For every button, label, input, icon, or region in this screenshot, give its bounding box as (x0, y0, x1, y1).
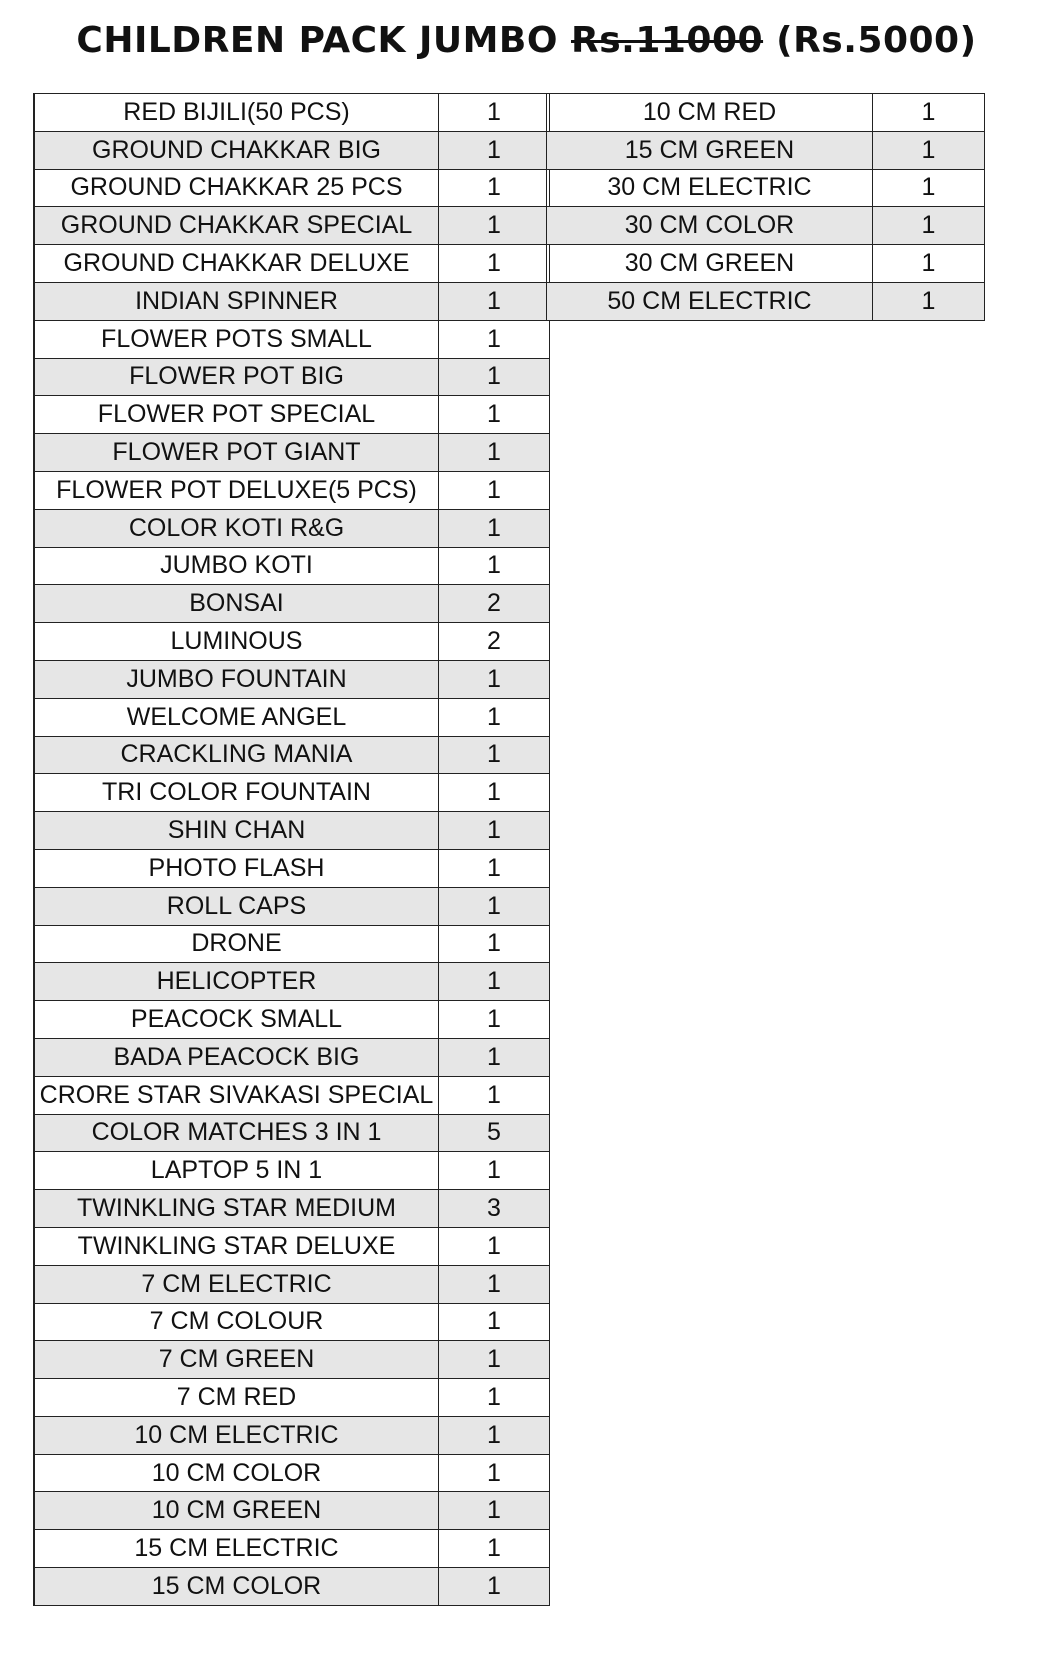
item-name-cell: COLOR MATCHES 3 IN 1 (34, 1114, 439, 1152)
table-row (34, 812, 550, 850)
item-qty-cell: 1 (439, 698, 550, 736)
item-qty-cell: 1 (873, 131, 985, 169)
page-title (0, 20, 1053, 61)
item-qty-cell: 1 (873, 245, 985, 283)
item-qty-cell: 1 (439, 245, 550, 283)
title-old-price: Rs.11000 (571, 20, 764, 61)
table-row (34, 1454, 550, 1492)
table-row (547, 282, 985, 320)
table-row (34, 660, 550, 698)
item-qty-cell: 1 (439, 1001, 550, 1039)
item-name-cell: INDIAN SPINNER (34, 282, 439, 320)
item-qty-cell: 1 (439, 396, 550, 434)
item-name-cell: RED BIJILI(50 PCS) (34, 94, 439, 132)
item-qty-cell: 1 (439, 1416, 550, 1454)
table-row (34, 1076, 550, 1114)
item-qty-cell: 1 (439, 736, 550, 774)
table-row (34, 282, 550, 320)
item-name-cell: HELICOPTER (34, 963, 439, 1001)
item-name-cell: LAPTOP 5 IN 1 (34, 1152, 439, 1190)
item-qty-cell: 3 (439, 1190, 550, 1228)
item-qty-cell: 1 (439, 1227, 550, 1265)
item-qty-cell: 5 (439, 1114, 550, 1152)
item-qty-cell: 1 (439, 131, 550, 169)
table-row (34, 1492, 550, 1530)
item-qty-cell: 1 (439, 963, 550, 1001)
item-qty-cell: 1 (439, 320, 550, 358)
item-name-cell: 10 CM ELECTRIC (34, 1416, 439, 1454)
item-qty-cell: 1 (439, 774, 550, 812)
item-name-cell: GROUND CHAKKAR SPECIAL (34, 207, 439, 245)
table-row (34, 585, 550, 623)
item-qty-cell: 1 (439, 660, 550, 698)
item-name-cell: CRORE STAR SIVAKASI SPECIAL (34, 1076, 439, 1114)
table-row (34, 1227, 550, 1265)
item-qty-cell: 1 (439, 282, 550, 320)
table-row (34, 1416, 550, 1454)
table-row (34, 736, 550, 774)
title-pack-name: CHILDREN PACK JUMBO (76, 20, 558, 61)
item-qty-cell: 1 (439, 471, 550, 509)
item-name-cell: TRI COLOR FOUNTAIN (34, 774, 439, 812)
item-name-cell: 7 CM RED (34, 1379, 439, 1417)
table-row (34, 623, 550, 661)
table-row (34, 925, 550, 963)
item-name-cell: 15 CM COLOR (34, 1568, 439, 1606)
item-name-cell: 10 CM RED (547, 94, 873, 132)
item-qty-cell: 1 (873, 94, 985, 132)
item-name-cell: PHOTO FLASH (34, 849, 439, 887)
item-name-cell: FLOWER POT BIG (34, 358, 439, 396)
table-row (34, 887, 550, 925)
item-qty-cell: 1 (439, 1265, 550, 1303)
table-row (34, 1379, 550, 1417)
table-row (34, 471, 550, 509)
item-qty-cell: 1 (439, 1492, 550, 1530)
table-row (34, 963, 550, 1001)
table-row (547, 131, 985, 169)
item-name-cell: FLOWER POT GIANT (34, 434, 439, 472)
item-name-cell: 15 CM ELECTRIC (34, 1530, 439, 1568)
items-table-left (33, 93, 550, 1606)
item-name-cell: BADA PEACOCK BIG (34, 1038, 439, 1076)
item-qty-cell: 1 (439, 1076, 550, 1114)
item-name-cell: SHIN CHAN (34, 812, 439, 850)
item-name-cell: ROLL CAPS (34, 887, 439, 925)
table-row (34, 169, 550, 207)
table-row (34, 1341, 550, 1379)
item-name-cell: 7 CM COLOUR (34, 1303, 439, 1341)
table-row (34, 547, 550, 585)
item-name-cell: GROUND CHAKKAR 25 PCS (34, 169, 439, 207)
table-row (547, 169, 985, 207)
item-qty-cell: 1 (439, 1379, 550, 1417)
table-row (34, 434, 550, 472)
item-qty-cell: 1 (439, 1152, 550, 1190)
item-name-cell: 7 CM GREEN (34, 1341, 439, 1379)
item-name-cell: 30 CM GREEN (547, 245, 873, 283)
item-qty-cell: 1 (439, 207, 550, 245)
item-qty-cell: 1 (439, 94, 550, 132)
items-table-right (546, 93, 985, 321)
table-row (34, 1114, 550, 1152)
item-qty-cell: 1 (439, 509, 550, 547)
item-qty-cell: 1 (873, 169, 985, 207)
table-row (547, 245, 985, 283)
item-qty-cell: 1 (439, 434, 550, 472)
item-qty-cell: 1 (439, 849, 550, 887)
item-qty-cell: 1 (439, 1530, 550, 1568)
table-row (34, 207, 550, 245)
item-name-cell: DRONE (34, 925, 439, 963)
item-qty-cell: 1 (439, 358, 550, 396)
table-row (34, 94, 550, 132)
item-name-cell: WELCOME ANGEL (34, 698, 439, 736)
table-row (34, 358, 550, 396)
item-qty-cell: 1 (873, 282, 985, 320)
item-name-cell: GROUND CHAKKAR BIG (34, 131, 439, 169)
item-name-cell: JUMBO KOTI (34, 547, 439, 585)
table-row (547, 207, 985, 245)
item-qty-cell: 1 (439, 925, 550, 963)
item-name-cell: 10 CM COLOR (34, 1454, 439, 1492)
item-qty-cell: 1 (439, 169, 550, 207)
item-name-cell: 50 CM ELECTRIC (547, 282, 873, 320)
item-name-cell: PEACOCK SMALL (34, 1001, 439, 1039)
item-name-cell: CRACKLING MANIA (34, 736, 439, 774)
item-name-cell: BONSAI (34, 585, 439, 623)
table-row (34, 774, 550, 812)
item-name-cell: 15 CM GREEN (547, 131, 873, 169)
table-row (547, 94, 985, 132)
table-row (34, 1265, 550, 1303)
item-name-cell: TWINKLING STAR MEDIUM (34, 1190, 439, 1228)
item-name-cell: LUMINOUS (34, 623, 439, 661)
item-name-cell: COLOR KOTI R&G (34, 509, 439, 547)
table-row (34, 849, 550, 887)
item-name-cell: FLOWER POT SPECIAL (34, 396, 439, 434)
item-name-cell: JUMBO FOUNTAIN (34, 660, 439, 698)
item-name-cell: TWINKLING STAR DELUXE (34, 1227, 439, 1265)
item-name-cell: 30 CM ELECTRIC (547, 169, 873, 207)
item-qty-cell: 1 (873, 207, 985, 245)
item-qty-cell: 1 (439, 1341, 550, 1379)
item-qty-cell: 1 (439, 1303, 550, 1341)
item-name-cell: GROUND CHAKKAR DELUXE (34, 245, 439, 283)
table-row (34, 1190, 550, 1228)
table-row (34, 1038, 550, 1076)
table-row (34, 131, 550, 169)
table-row (34, 1530, 550, 1568)
table-row (34, 320, 550, 358)
item-qty-cell: 1 (439, 1454, 550, 1492)
table-row (34, 1568, 550, 1606)
table-row (34, 1303, 550, 1341)
table-row (34, 245, 550, 283)
item-name-cell: 30 CM COLOR (547, 207, 873, 245)
item-qty-cell: 1 (439, 812, 550, 850)
item-qty-cell: 1 (439, 887, 550, 925)
item-qty-cell: 2 (439, 585, 550, 623)
item-qty-cell: 1 (439, 1568, 550, 1606)
title-new-price: (Rs.5000) (776, 20, 977, 61)
table-row (34, 1001, 550, 1039)
item-name-cell: 10 CM GREEN (34, 1492, 439, 1530)
item-name-cell: FLOWER POTS SMALL (34, 320, 439, 358)
item-qty-cell: 1 (439, 547, 550, 585)
item-qty-cell: 1 (439, 1038, 550, 1076)
item-name-cell: FLOWER POT DELUXE(5 PCS) (34, 471, 439, 509)
table-row (34, 396, 550, 434)
table-row (34, 1152, 550, 1190)
item-name-cell: 7 CM ELECTRIC (34, 1265, 439, 1303)
table-row (34, 698, 550, 736)
table-row (34, 509, 550, 547)
item-qty-cell: 2 (439, 623, 550, 661)
